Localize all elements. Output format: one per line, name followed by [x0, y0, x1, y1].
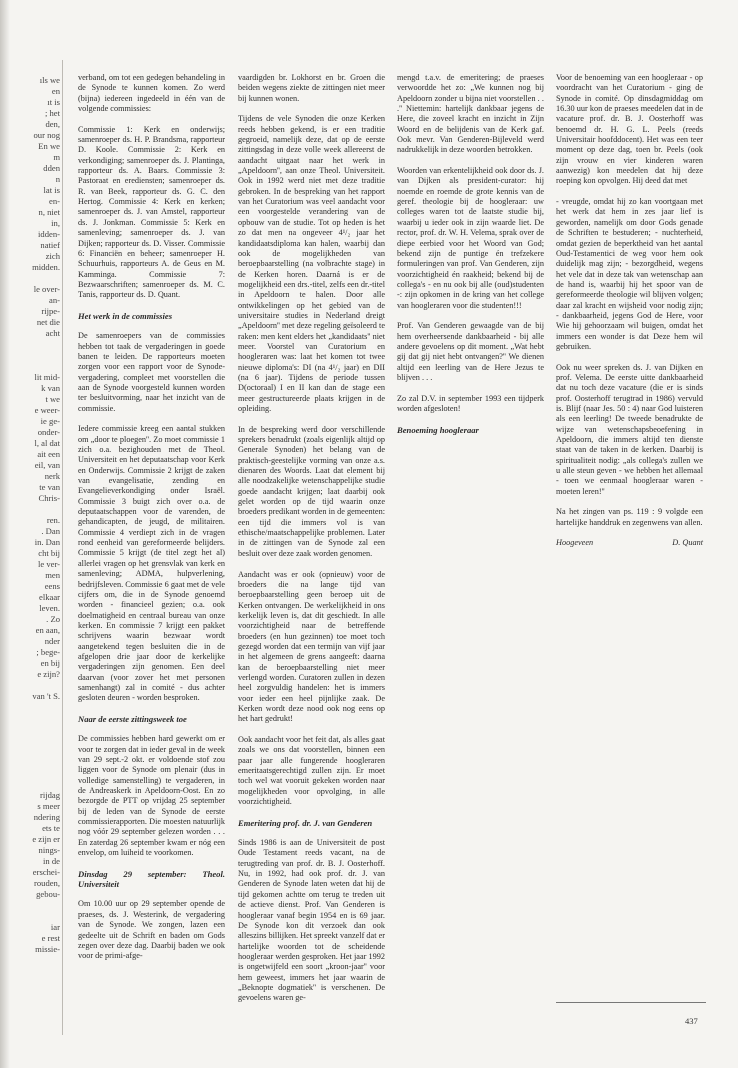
- fragment-line: zich: [45, 251, 60, 261]
- fragment-line: [8, 900, 60, 911]
- fragment-line: rouden,: [33, 878, 60, 888]
- fragment-line: [8, 779, 60, 790]
- fragment-line: nerk: [44, 471, 60, 481]
- fragment-line: erschei-: [32, 867, 60, 877]
- fragment-line: en bij: [40, 658, 60, 668]
- section-heading: Emeritering prof. dr. J. van Genderen: [238, 817, 373, 828]
- fragment-line: nings-: [38, 845, 60, 855]
- fragment-line: leven.: [39, 603, 60, 613]
- paragraph: Voor de benoeming van een hoogleraar - op voordracht van het Curatorium - ging de Synode in comité. Op dinsdagmiddag om 16.30 uur kon de praeses meedelen dat in de vacature prof. dr. B. J. Oosterhoff was benoemd dr. H. G. L. Peels (reeds Universitair hoofddocent). Het was een teer moment op deze dag, toen br. Peels (ook zijn vrouw en vier kinderen waren aanwezig) kon meedelen dat hij deze roeping kon opvolgen. Hij deed dat met: [556, 73, 703, 186]
- paragraph: verband, om tot een gedegen behandeling in de Synode te kunnen komen. Zo werd (bijna) iedereen ingedeeld in één van de volgende commissies:: [78, 73, 225, 114]
- section-heading: Het werk in de commissies: [78, 310, 173, 321]
- fragment-line: den,: [45, 119, 60, 129]
- fragment-line: an-: [49, 295, 60, 305]
- fragment-line: onder-: [37, 427, 60, 437]
- signature: [556, 538, 703, 548]
- fragment-line: ; het: [44, 108, 60, 118]
- fragment-line: en aan,: [35, 625, 60, 635]
- fragment-line: k van: [41, 383, 60, 393]
- fragment-line: [8, 757, 60, 768]
- fragment-line: van 't S.: [32, 691, 60, 701]
- fragment-line: [8, 273, 60, 284]
- fragment-line: en-: [49, 196, 60, 206]
- paragraph: - vreugde, omdat hij zo kan voortgaan met het werk dat hem in zes jaar lief is geworden, namelijk om door Gods genade de Schriften te bestuderen; - nuchterheid, omdat gezien de beperktheid van het aantal Oud-Testamentici de weg voor hem ook duidelijk mag zijn; - bezorgdheid, wegens het vele dat in deze tak van wetenschap aan de hand is, waarbij hij het spoor van de gereformeerde theologie wil blijven volgen; daar zal kracht en wijsheid voor nodig zijn; - dankbaarheid, jegens God de Here, voor Wie hij gehoorzaam wil buigen, omdat het immers een wonder is dat Deze hem wil gebruiken.: [556, 197, 703, 351]
- fragment-line: ait een: [37, 449, 60, 459]
- fragment-line: net die: [36, 317, 60, 327]
- fragment-line: eil, van: [34, 460, 60, 470]
- fragment-line: elkaar: [39, 592, 60, 602]
- paragraph: De commissies hebben hard gewerkt om er voor te zorgen dat in ieder geval in de week van 29 sept.-2 okt. er voldoende stof zou liggen voor de Synode om plenair (dus in volledige samenstelling) te vergaderen, in de Andreaskerk in Apeldoorn-Oost. En zo bezorgde de PTT op vrijdag 25 september bij de leden van de Synode de eerste commissierapporten. Die moesten natuurlijk nog vóór 29 september gelezen worden . . . En zaterdag 26 september kwam er nóg een envelop, om luiheid te voorkomen.: [78, 734, 225, 858]
- paragraph: Na het zingen van ps. 119 : 9 volgde een hartelijke handdruk en zegenwens van allen.: [556, 507, 703, 527]
- fragment-line: m: [53, 152, 60, 162]
- fragment-line: iar: [50, 922, 60, 932]
- paragraph: Om 10.00 uur op 29 september opende de praeses, ds. J. Westerink, de vergadering van de Synode. We zongen, lazen een gedeelte uit de Schrift en baden om Gods zegen over deze dag. Daarbij baden we ook voor de primi-afge-: [78, 899, 225, 961]
- fragment-line: Chris-: [38, 493, 60, 503]
- fragment-line: e zijn?: [37, 669, 60, 679]
- paragraph: Aandacht was er ook (opnieuw) voor de broeders die na lange tijd van beroepbaarstelling geen beroep uit de Kerken ontvangen. De werkelijkheid in ons kerkelijk leven is, dat dit geschiedt. In alle voorzichtigheid naar de betreffende broeders (en hun gezinnen) toe moet toch gezegd worden dat een termijn van vijf jaar in het algemeen de grens aangeeft: daarna kan de beroepbaarstelling niet meer verlengd worden. Curatoren zullen in dezen heel zorgvuldig handelen: het is immers voor ieder een heel pijnlijke zaak. De Kerken wordt deze nood ook nog eens op het hart gedrukt!: [238, 569, 385, 724]
- fragment-line: te van: [39, 482, 60, 492]
- fragment-line: our nog: [33, 130, 60, 140]
- fragment-line: gebou-: [36, 889, 60, 899]
- fragment-line: cht bij: [38, 548, 60, 558]
- paragraph: In de bespreking werd door verschillende sprekers benadrukt (zoals eigenlijk altijd op Generale Synoden) het belang van de praktisch-geestelijke vorming van onze a.s. dienaren des Woords. Laat dat element bij alle noodzakelijke wetenschappelijke studie goede aandacht krijgen; laat daarbij ook gelet worden op de tijd waarin onze broeders predikant worden in de gemeenten: een tijd die immers vol is van ethische/maatschappelijke problemen. Later in de zittingen van de Synode zal een besluit over deze zaak worden genomen.: [238, 424, 385, 558]
- paragraph: Tijdens de vele Synoden die onze Kerken reeds hebben gekend, is er een traditie gegroeid, namelijk deze, dat op de eerste zittingsdag in deze volle week allereerst de aandacht uitgaat naar het werk in „Apeldoorn'', aan onze Theol. Universiteit. Ook in 1992 werd niet met deze traditie gebroken. In de bespreking van het rapport van het Curatorium was veel aandacht voor een voorgestelde verandering van de opbouw van de studie. Tot op heden is het zo dat men na ongeveer 4¹/₂ jaar het kandidaatsdiploma kan halen, waarbij dan ook de mogelijkheden van beroepbaarstelling (na volbrachte stage) in de Kerken horen. Daarná is er de mogelijkheid een drs.-titel, zelfs een dr.-titel in Apeldoorn te halen. Door alle ontwikkelingen op het gebied van de universitaire studies in Nederland dreigt „Apeldoorn'' met deze regeling geïsoleerd te raken: men kent elders het „kandidaats'' niet meer. Voorstel van Curatorium en hoogleraren was: laat het komen tot twee nieuwe diploma's: DI (na 4¹/₂ jaar) en DII (na 6 jaar). Tijdens de periode tussen D(octoraal) I en II kan dan de stage een meer gestructureerde plaats krijgen in de opleiding.: [238, 114, 385, 413]
- fragment-line: ie ge-: [40, 416, 60, 426]
- column-2: [238, 73, 385, 1014]
- fragment-line: [8, 350, 60, 361]
- fragment-line: dden: [43, 163, 60, 173]
- fragment-line: [8, 702, 60, 713]
- fragment-line: e zijn er: [32, 834, 60, 844]
- paragraph: Ook aandacht voor het feit dat, als alles gaat zoals we ons dat voorstellen, binnen een paar jaar alle fungerende hoogleraren emeritaatsgerechtigd zullen zijn. Er moet toch wel wat vooruit gekeken worden naar mogelijkheden voor opvolging, in alle voorzichtigheid.: [238, 735, 385, 807]
- paragraph: vaardigden br. Lokhorst en br. Groen die beiden wegens ziekte de zittingen niet meer bij kunnen wonen.: [238, 73, 385, 103]
- paragraph: Zo zal D.V. in september 1993 een tijdperk worden afgesloten!: [397, 393, 544, 413]
- fragment-line: in,: [51, 218, 60, 228]
- fragment-line: [8, 768, 60, 779]
- fragment-line: [8, 911, 60, 922]
- fragment-line: ıt is: [47, 97, 60, 107]
- page-number: 437: [685, 1016, 698, 1026]
- signature-rule: [556, 1002, 706, 1003]
- fragment-line: En we: [38, 141, 60, 151]
- fragment-line: [8, 361, 60, 372]
- fragment-line: e rest: [41, 933, 60, 943]
- fragment-line: . Zo: [46, 614, 60, 624]
- paragraph: Ook nu weer spreken ds. J. van Dijken en prof. Velema. De eerste uitte dankbaarheid dat nu toch deze vacature (die er is sinds prof. Oosterhoff terugtrad in 1986) vervuld is. Blijf (naar Jes. 50 : 4) naar God luisteren als een leerling! De tweede benadrukte de wijze van wetenschapsbeoefening in Apeldoorn, die immers altijd ten dienste staat van de taken in de kerken. Daarbij is spiritualiteit nodig: „als collega's zullen we u alle steun geven - we hebben het allemaal - toen we eenmaal hoogleraar waren - moeten leren!'': [556, 362, 703, 496]
- fragment-line: missie-: [35, 944, 60, 954]
- fragment-line: t we: [45, 394, 60, 404]
- column-1: [78, 73, 225, 972]
- fragment-line: s meer: [37, 801, 60, 811]
- fragment-line: [8, 724, 60, 735]
- section-heading: Naar de eerste zittingsweek toe: [78, 713, 187, 724]
- signature-author: D. Quant: [672, 538, 703, 548]
- fragment-line: ; bege-: [36, 647, 60, 657]
- fragment-line: natief: [40, 240, 60, 250]
- fragment-line: rijdag: [39, 790, 60, 800]
- fragment-line: [8, 339, 60, 350]
- fragment-line: . Dan: [41, 526, 60, 536]
- fragment-line: midden.: [32, 262, 60, 272]
- fragment-line: [8, 713, 60, 724]
- signature-place: Hoogeveen: [556, 538, 594, 548]
- fragment-line: ıls we: [39, 75, 60, 85]
- paragraph: Sinds 1986 is aan de Universiteit de post Oude Testament reeds vacant, na de terugtreding van prof. dr. B. J. Oosterhoff. Nu, in 1992, had ook prof. dr. J. van Genderen de Synode laten weten dat hij de tijd gekomen achtte om terug te treden uit de actieve dienst. Prof. Van Genderen is hoogleraar vanaf begin 1954 en is 69 jaar. De Synode kon dit verzoek dan ook alleszins billijken. Het spreekt vanzelf dat er hartelijke woorden tot de scheidende hoogleraar werden gesproken. Het jaar 1992 is ongetwijfeld een soort „kroon-jaar'' voor hem geweest, immers het jaar waarin de „Beknopte dogmatiek'' is verschenen. De gevoelens waren ge-: [238, 838, 385, 1003]
- fragment-line: en: [51, 86, 60, 96]
- column-4: [556, 73, 703, 549]
- fragment-line: lat is: [43, 185, 60, 195]
- fragment-line: le ver-: [37, 559, 60, 569]
- column-divider: [62, 60, 63, 1035]
- fragment-line: [8, 680, 60, 691]
- fragment-line: n, niet: [38, 207, 60, 217]
- paragraph: Iedere commissie kreeg een aantal stukken om „door te ploegen''. Zo moet commissie 1 zich o.a. bezighouden met de Theol. Universiteit en het deputaatschap voor Kerk en Onderwijs. Commissie 2 krijgt de zaken van evangelisatie, zending en Evangelieverkondiging onder Israël. Commissie 3 buigt zich over o.a. de deputaatschappen voor de varenden, de gehandicapten, de jeugd, de militairen. Commissie 4 verdiept zich in de vragen rond eenheid van gereformeerde belijders. Commissie 5 krijgt (de titel zegt het al) allerlei vragen op het grensvlak van kerk en samenleving; ADMA, hulpverlening, bedrijfsleven. Commissie 6 gaat met de vele cijfers om, die in de Synode genoemd worden - financieel gezien; o.a. ook doelmatigheid en centraal bureau van onze kerken. En commissie 7 krijgt een pakket schrijvens waarin bezwaar wordt aangetekend tegen besluiten die in de afgelopen drie jaar door de kerkelijke vergaderingen zijn genomen. Een deel daarvan (voor zover het met personen samenhangt) zal in comité - dus achter gesloten deuren - worden besproken.: [78, 424, 225, 703]
- fragment-line: e weer-: [34, 405, 60, 415]
- previous-page-fragments: [8, 75, 60, 955]
- fragment-line: nder: [44, 636, 60, 646]
- paragraph: Commissie 1: Kerk en onderwijs; samenroeper ds. H. P. Brandsma, rapporteur D. Koole. Commissie 2: Kerk en verkondiging; samenroeper ds. J. Plantinga, rapporteur ds. A. Baars. Commissie 3: Pastoraat en erediensten; samenroeper ds. R. van Beek, rapporteur ds. G. C. den Hertog. Commissie 4: Kerk en kerken; samenroeper ds. J. van Amstel, rapporteur ds. J. Jonkman. Commissie 5: Kerk en samenleving; samenroeper ds. J. van Dijken; rapporteur ds. D. Visser. Commissie 6: Financiën en beheer; samenroeper H. Schuurhuis, rapporteurs A. de Geus en M. Kamminga. Commissie 7: Bezwaarschriften; samenroeper ds. M. C. Tanis, rapporteur ds. D. Quant.: [78, 124, 225, 300]
- fragment-line: [8, 504, 60, 515]
- fragment-line: [8, 735, 60, 746]
- fragment-line: in de: [43, 856, 60, 866]
- section-heading: Dinsdag 29 september: Theol. Universiteit: [78, 868, 225, 890]
- fragment-line: in. Dan: [34, 537, 60, 547]
- fragment-line: ets te: [42, 823, 60, 833]
- fragment-line: ren.: [46, 515, 60, 525]
- paragraph: Woorden van erkentelijkheid ook door ds. J. van Dijken als president-curator: hij noemde en roemde de grote kennis van de geref. theologie bij de hoogleraar: uw colleges waren tot de laatste studie bij, waarbij u ieder ook in zijn waarde liet. De rector, prof. dr. W. H. Velema, sprak over de diepe eerbied voor het Woord van God; bekend zijn de puntige én trefzekere formuleringen van prof. Van Genderen, zijn voorzichtigheid én raakheid; bekend bij de collega's - en nu ook bij alle (oud)studenten -: zijn opkomen in de kring van het college van hoogleraren voor die studenten!!!: [397, 166, 544, 310]
- section-heading: Benoeming hoogleraar: [397, 424, 479, 435]
- fragment-line: eens: [44, 581, 60, 591]
- fragment-line: acht: [45, 328, 60, 338]
- fragment-line: l, al dat: [34, 438, 60, 448]
- fragment-line: le over-: [33, 284, 60, 294]
- fragment-line: rijpe-: [41, 306, 60, 316]
- paragraph: Prof. Van Genderen gewaagde van de bij hem overheersende dankbaarheid - bij alle andere gevoelens op dit moment. „Wat hebt gij dat gij niet hebt ontvangen?'' We dienen altijd een leerling van de Here Jezus te blijven . . .: [397, 321, 544, 382]
- fragment-line: n: [55, 174, 60, 184]
- paragraph: mengd t.a.v. de emeritering; de praeses verwoordde het zo: „We kunnen nog bij Apeldoorn zonder u bijna niet voorstellen . . .'' Niettemin: hartelijk dankbaar jegens de Here, die zoveel kracht en inzicht in Zijn Woord en de belijdenis van de Kerk gaf. Ook mevr. Van Genderen-Bijleveld werd nadrukkelijk in deze woorden betrokken.: [397, 73, 544, 155]
- column-3: [397, 73, 544, 445]
- fragment-line: lit mid-: [34, 372, 60, 382]
- fragment-line: men: [45, 570, 60, 580]
- paragraph: De samenroepers van de commissies hebben tot taak de vergaderingen in goede banen te leiden. De rapporteurs moeten zorgen voor een rapport voor de Synode-vergadering, compleet met voorstellen die aan de Synode voorgesteld kunnen worden ter besluitvorming, naar het inzicht van de commissie.: [78, 331, 225, 413]
- fragment-line: idden-: [38, 229, 60, 239]
- fragment-line: ndering: [33, 812, 60, 822]
- fragment-line: [8, 746, 60, 757]
